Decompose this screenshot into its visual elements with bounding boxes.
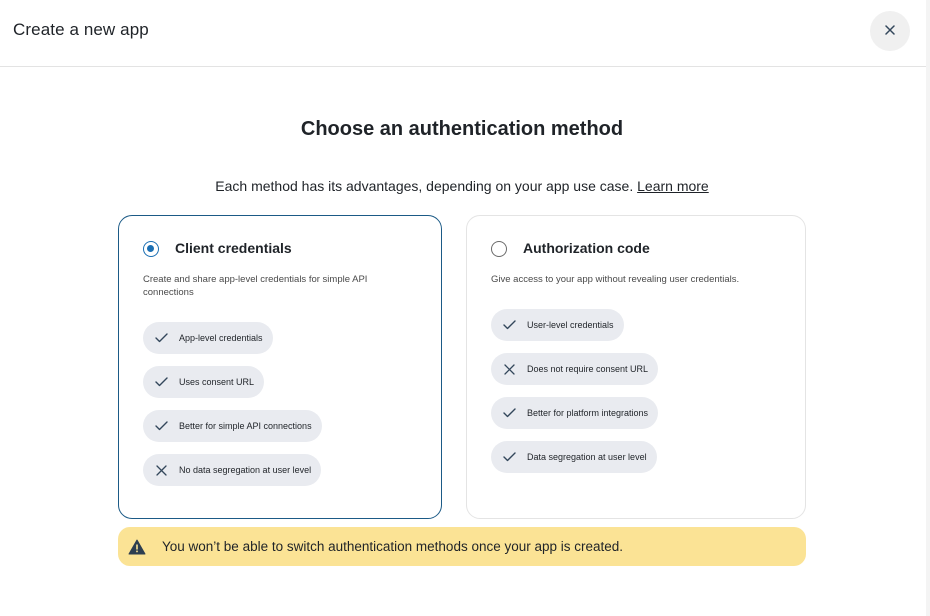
feature-label: Better for simple API connections xyxy=(179,421,312,431)
check-icon xyxy=(501,317,517,333)
feature-chip xyxy=(143,366,264,398)
feature-label: Better for platform integrations xyxy=(527,408,649,418)
check-icon xyxy=(153,374,169,390)
x-icon xyxy=(501,361,517,377)
feature-label: Data segregation at user level xyxy=(527,452,647,462)
check-icon xyxy=(501,405,517,421)
check-icon xyxy=(153,418,169,434)
option-title: Authorization code xyxy=(523,240,650,256)
feature-chip xyxy=(143,454,321,486)
warning-text: You won’t be able to switch authentication methods once your app is created. xyxy=(162,539,624,554)
feature-label: Does not require consent URL xyxy=(527,364,649,374)
feature-chip xyxy=(491,353,658,385)
feature-label: User-level credentials xyxy=(527,320,614,330)
feature-chip xyxy=(491,397,658,429)
feature-label: Uses consent URL xyxy=(179,377,255,387)
dialog-header xyxy=(0,0,926,67)
feature-chip xyxy=(143,410,322,442)
auth-option-authorization-code[interactable] xyxy=(466,215,806,519)
feature-label: No data segregation at user level xyxy=(179,465,312,475)
warning-banner xyxy=(118,527,806,566)
option-title: Client credentials xyxy=(175,240,292,256)
option-description: Create and share app-level credentials for simple API connections xyxy=(143,274,368,298)
feature-chip xyxy=(143,322,273,354)
warning-icon xyxy=(128,538,146,556)
page-heading: Choose an authentication method xyxy=(300,118,624,140)
close-icon xyxy=(884,24,896,39)
feature-list xyxy=(491,309,658,485)
check-icon xyxy=(501,449,517,465)
radio-authorization-code[interactable] xyxy=(491,241,507,257)
subtitle-text: Each method has its advantages, depending on your app use case. xyxy=(215,178,634,194)
x-icon xyxy=(153,462,169,478)
radio-client-credentials[interactable] xyxy=(143,241,159,257)
option-description: Give access to your app without revealing user credentials. xyxy=(491,274,740,285)
close-button[interactable] xyxy=(870,11,910,51)
learn-more-link[interactable]: Learn more xyxy=(637,178,709,194)
feature-chip xyxy=(491,309,624,341)
feature-chip xyxy=(491,441,657,473)
check-icon xyxy=(153,330,169,346)
dialog-title: Create a new app xyxy=(13,20,149,39)
feature-label: App-level credentials xyxy=(179,333,263,343)
page-subtitle xyxy=(0,178,924,194)
feature-list xyxy=(143,322,322,498)
scrollbar-track xyxy=(926,0,930,616)
auth-option-client-credentials[interactable] xyxy=(118,215,442,519)
